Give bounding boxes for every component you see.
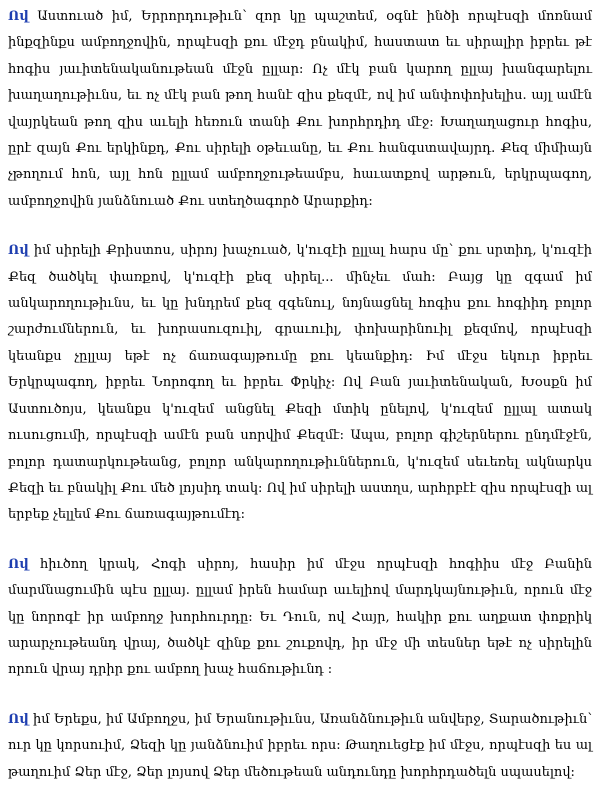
paragraph-1-text: Աստուած իմ, Երրորդութիւն՝ զոր կը պաշտեմ, օգնէ ինծի որպէսզի մոռնամ ինքզինքս ամբողջովին, որպէսզի քու մէջդ բնակիմ, հաստատ եւ սիրալիր իբրեւ թէ հոգիս յաւիտենականութեան մէջն ըլլար: Ոչ մէկ բան կարող ըլլայ խանգարելու խաղաղութիւնս, եւ ոչ մէկ բան թող հանէ զիս քեզմէ, ով իմ անփոփոխելիս. այլ ամէն վայրկեան թող զիս աւելի հեռուն տանի Քու խորհրդիդ մէջ: Խաղաղացուր հոգիս, ըրէ զայն Քու երկինքդ, Քու սիրելի օթեւանը, եւ Քու հանգստավայրդ. Քեզ միմիայն չթողում հոն, այլ հոն ըլլամ ամբողջութեամբս, հաւատքով արթուն, երկրպագող, ամբողջովին յանձնուած Քու ստեղծագործ Արարքիդ:: [8, 9, 592, 209]
paragraph-4-lead: Ով: [8, 711, 29, 727]
paragraph-2-text: իմ սիրելի Քրիստոս, սիրոյ խաչուած, կ'ուզէի ըլլալ հարս մը՝ քու սրտիդ, կ'ուզէի Քեզ ծածկել փառքով, կ'ուզէի քեզ սիրել... մինչեւ մահ: Բայց կը զգամ իմ անկարողութիւնս, եւ կը խնդրեմ քեզ զգենուլ, նոյնացնել հոգիս քու հոգիիդ բոլոր շարժումներուն, եւ խորասուզուիլ, գրաւուիլ, փոխարինուիլ քեզմով, որպէսզի կեանքս չըլլայ եթէ ոչ ճառագայթումը քու կեանքիդ: Իմ մէջս եկուր իբրեւ Երկրպագող, իբրեւ Նորոգող եւ իբրեւ Փրկիչ: Ով Բան յաւիտենական, Խօսքն իմ Աստուծոյս, կեանքս կ'ուզեմ անցնել Քեզի մտիկ ընելով, կ'ուզեմ ըլլալ ատակ ուսուցումի, որպէսզի ամէն բան սորվիմ Քեզմէ: Ապա, բոլոր գիշերներու ընդմէջէն, բոլոր դատարկութեանց, բոլոր անկարողութիւններուն, կ'ուզեմ սեւեռել ակնարկս Քեզի եւ բնակիլ Քու մեծ լոյսիդ տակ: Ով իմ սիրելի աստղս, արհրբէէ զիս որպէսզի ալ երբեք չելլեմ Քու ճառագայթումէդ:: [8, 243, 592, 523]
paragraph-3-lead: Ով: [8, 556, 29, 572]
paragraph-3: [8, 552, 592, 684]
paragraph-4-text: իմ Երեքս, իմ Ամբողջս, իմ Երանութիւնս, Առանձնութիւն անվերջ, Տարածութիւն՝ ուր կը կորսուիմ, Ձեզի կը յանձնուիմ իբրեւ որս: Թաղուեցէք իմ մէջս, որպէսզի ես ալ թաղուիմ Ձեր մէջ, Ձեր լոյսով Ձեր մեծութեան անդունդը խորհրդածելն սպասելով:: [8, 711, 592, 780]
paragraph-1: [8, 4, 592, 215]
paragraph-4: [8, 707, 592, 786]
paragraph-2: [8, 238, 592, 528]
paragraph-2-lead: Ով: [8, 243, 29, 259]
paragraph-3-text: հիւծող կրակ, Հոգի սիրոյ, հասիր իմ մէջս որպէսզի հոգիիս մէջ Բանին մարմնացումին պէս ըլլայ. ըլլամ իրեն համար աւելիով մարդկայնութիւն, որուն մէջ կը նորոգէ իր ամբողջ խորհուրդը: Եւ Դուն, ով Հայր, հակիր քու աղքատ փոքրիկ արարչութեանդ վրայ, ծածկէ զինք քու շուքովդ, իր մէջ մի տեսներ եթէ ոչ սիրելին որուն վրայ դրիր քու ամբող խաչ հաճութիւնդ :: [8, 556, 592, 678]
paragraph-1-lead: Ով: [8, 9, 29, 24]
